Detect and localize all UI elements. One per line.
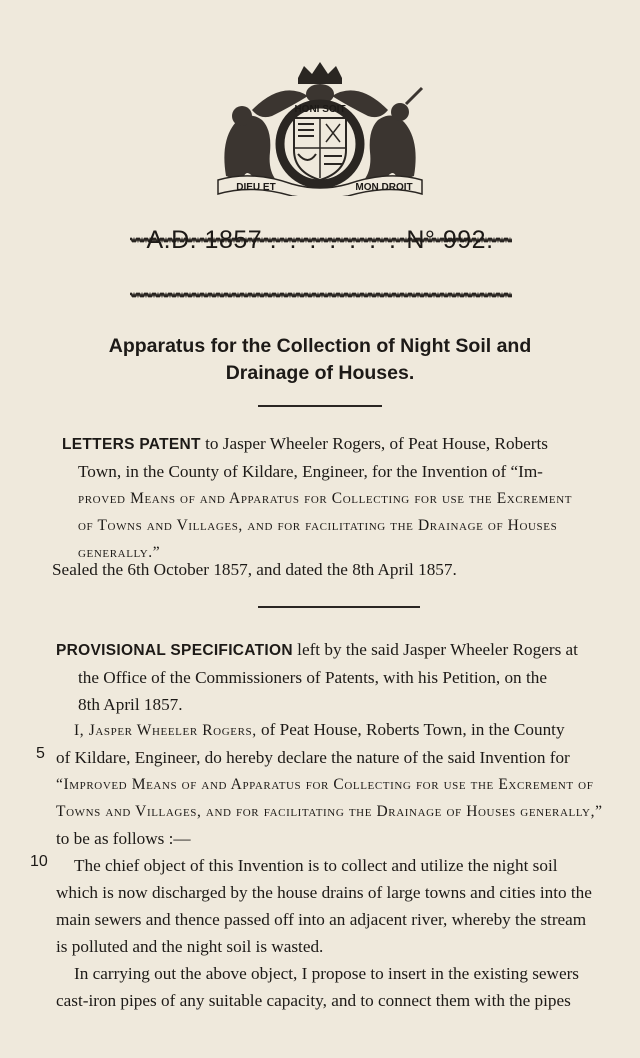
letters-patent-lead: LETTERS PATENT <box>62 436 201 453</box>
divider-2 <box>258 606 420 608</box>
body-p2-line-4: is polluted and the night soil is wasted. <box>56 937 324 956</box>
body-p1-line-5: to be as follows :— <box>56 829 191 848</box>
body-p2-line-2: which is now discharged by the house drains of large towns and cities into the <box>56 883 592 902</box>
letters-patent-line-1: to Jasper Wheeler Rogers, of Peat House, Roberts <box>205 434 548 453</box>
body-p1-inventor: I, Jasper Wheeler Rogers, <box>74 722 257 739</box>
provisional-line-3: 8th April 1857. <box>78 695 183 714</box>
motto-right: MON DROIT <box>355 182 413 193</box>
body-p1-line-1: of Peat House, Roberts Town, in the County <box>261 720 565 739</box>
divider-1 <box>258 405 382 407</box>
patent-year: A.D. 1857 <box>146 226 263 254</box>
dot-leader: . . . . . . . <box>269 226 399 254</box>
letters-patent-line-4: of Towns and Villages, and for facilitating the Drainage of Houses <box>78 517 558 534</box>
provisional-line-1: left by the said Jasper Wheeler Rogers at <box>297 640 578 659</box>
patent-year-number <box>110 226 530 255</box>
wavy-rule-bottom <box>130 291 512 299</box>
patent-number: N° 992. <box>406 226 494 254</box>
patent-title <box>60 333 580 387</box>
letters-patent-line-2: Town, in the County of Kildare, Engineer, for the Invention of “Im- <box>78 462 543 481</box>
letters-patent-line-5: generally.” <box>78 544 161 561</box>
line-number-5: 5 <box>36 745 45 762</box>
body-p1-line-4: Towns and Villages, and for facilitating the Drainage of Houses generally,” <box>56 803 603 820</box>
body-p2-line-1: The chief object of this Invention is to collect and utilize the night soil <box>74 856 558 875</box>
body-p3-line-2: cast-iron pipes of any suitable capacity, and to connect them with the pipes <box>56 991 571 1010</box>
sealed-line: Sealed the 6th October 1857, and dated the 8th April 1857. <box>52 560 457 579</box>
motto-left: DIEU ET <box>236 182 276 193</box>
royal-coat-of-arms-icon <box>212 60 428 196</box>
body-p1-line-3: “Improved Means of and Apparatus for Collecting for use the Excrement of <box>56 776 594 793</box>
garter-text: HONI SOIT <box>294 104 346 115</box>
line-number-10: 10 <box>30 853 48 870</box>
body-p1-line-2: of Kildare, Engineer, do hereby declare the nature of the said Invention for <box>56 748 570 767</box>
provisional-paragraph <box>50 636 590 718</box>
specification-body <box>56 716 603 1014</box>
title-line-2: Drainage of Houses. <box>225 362 415 384</box>
body-p2-line-3: main sewers and thence passed off into an adjacent river, whereby the stream <box>56 910 587 929</box>
provisional-lead: PROVISIONAL SPECIFICATION <box>56 642 293 659</box>
letters-patent-paragraph <box>50 430 590 566</box>
letters-patent-line-3: proved Means of and Apparatus for Collecting for use the Excrement <box>78 490 573 507</box>
body-p3-line-1: In carrying out the above object, I propose to insert in the existing sewers <box>74 964 579 983</box>
title-line-1: Apparatus for the Collection of Night Soil and <box>108 335 532 357</box>
provisional-line-2: the Office of the Commissioners of Patents, with his Petition, on the <box>78 668 547 687</box>
